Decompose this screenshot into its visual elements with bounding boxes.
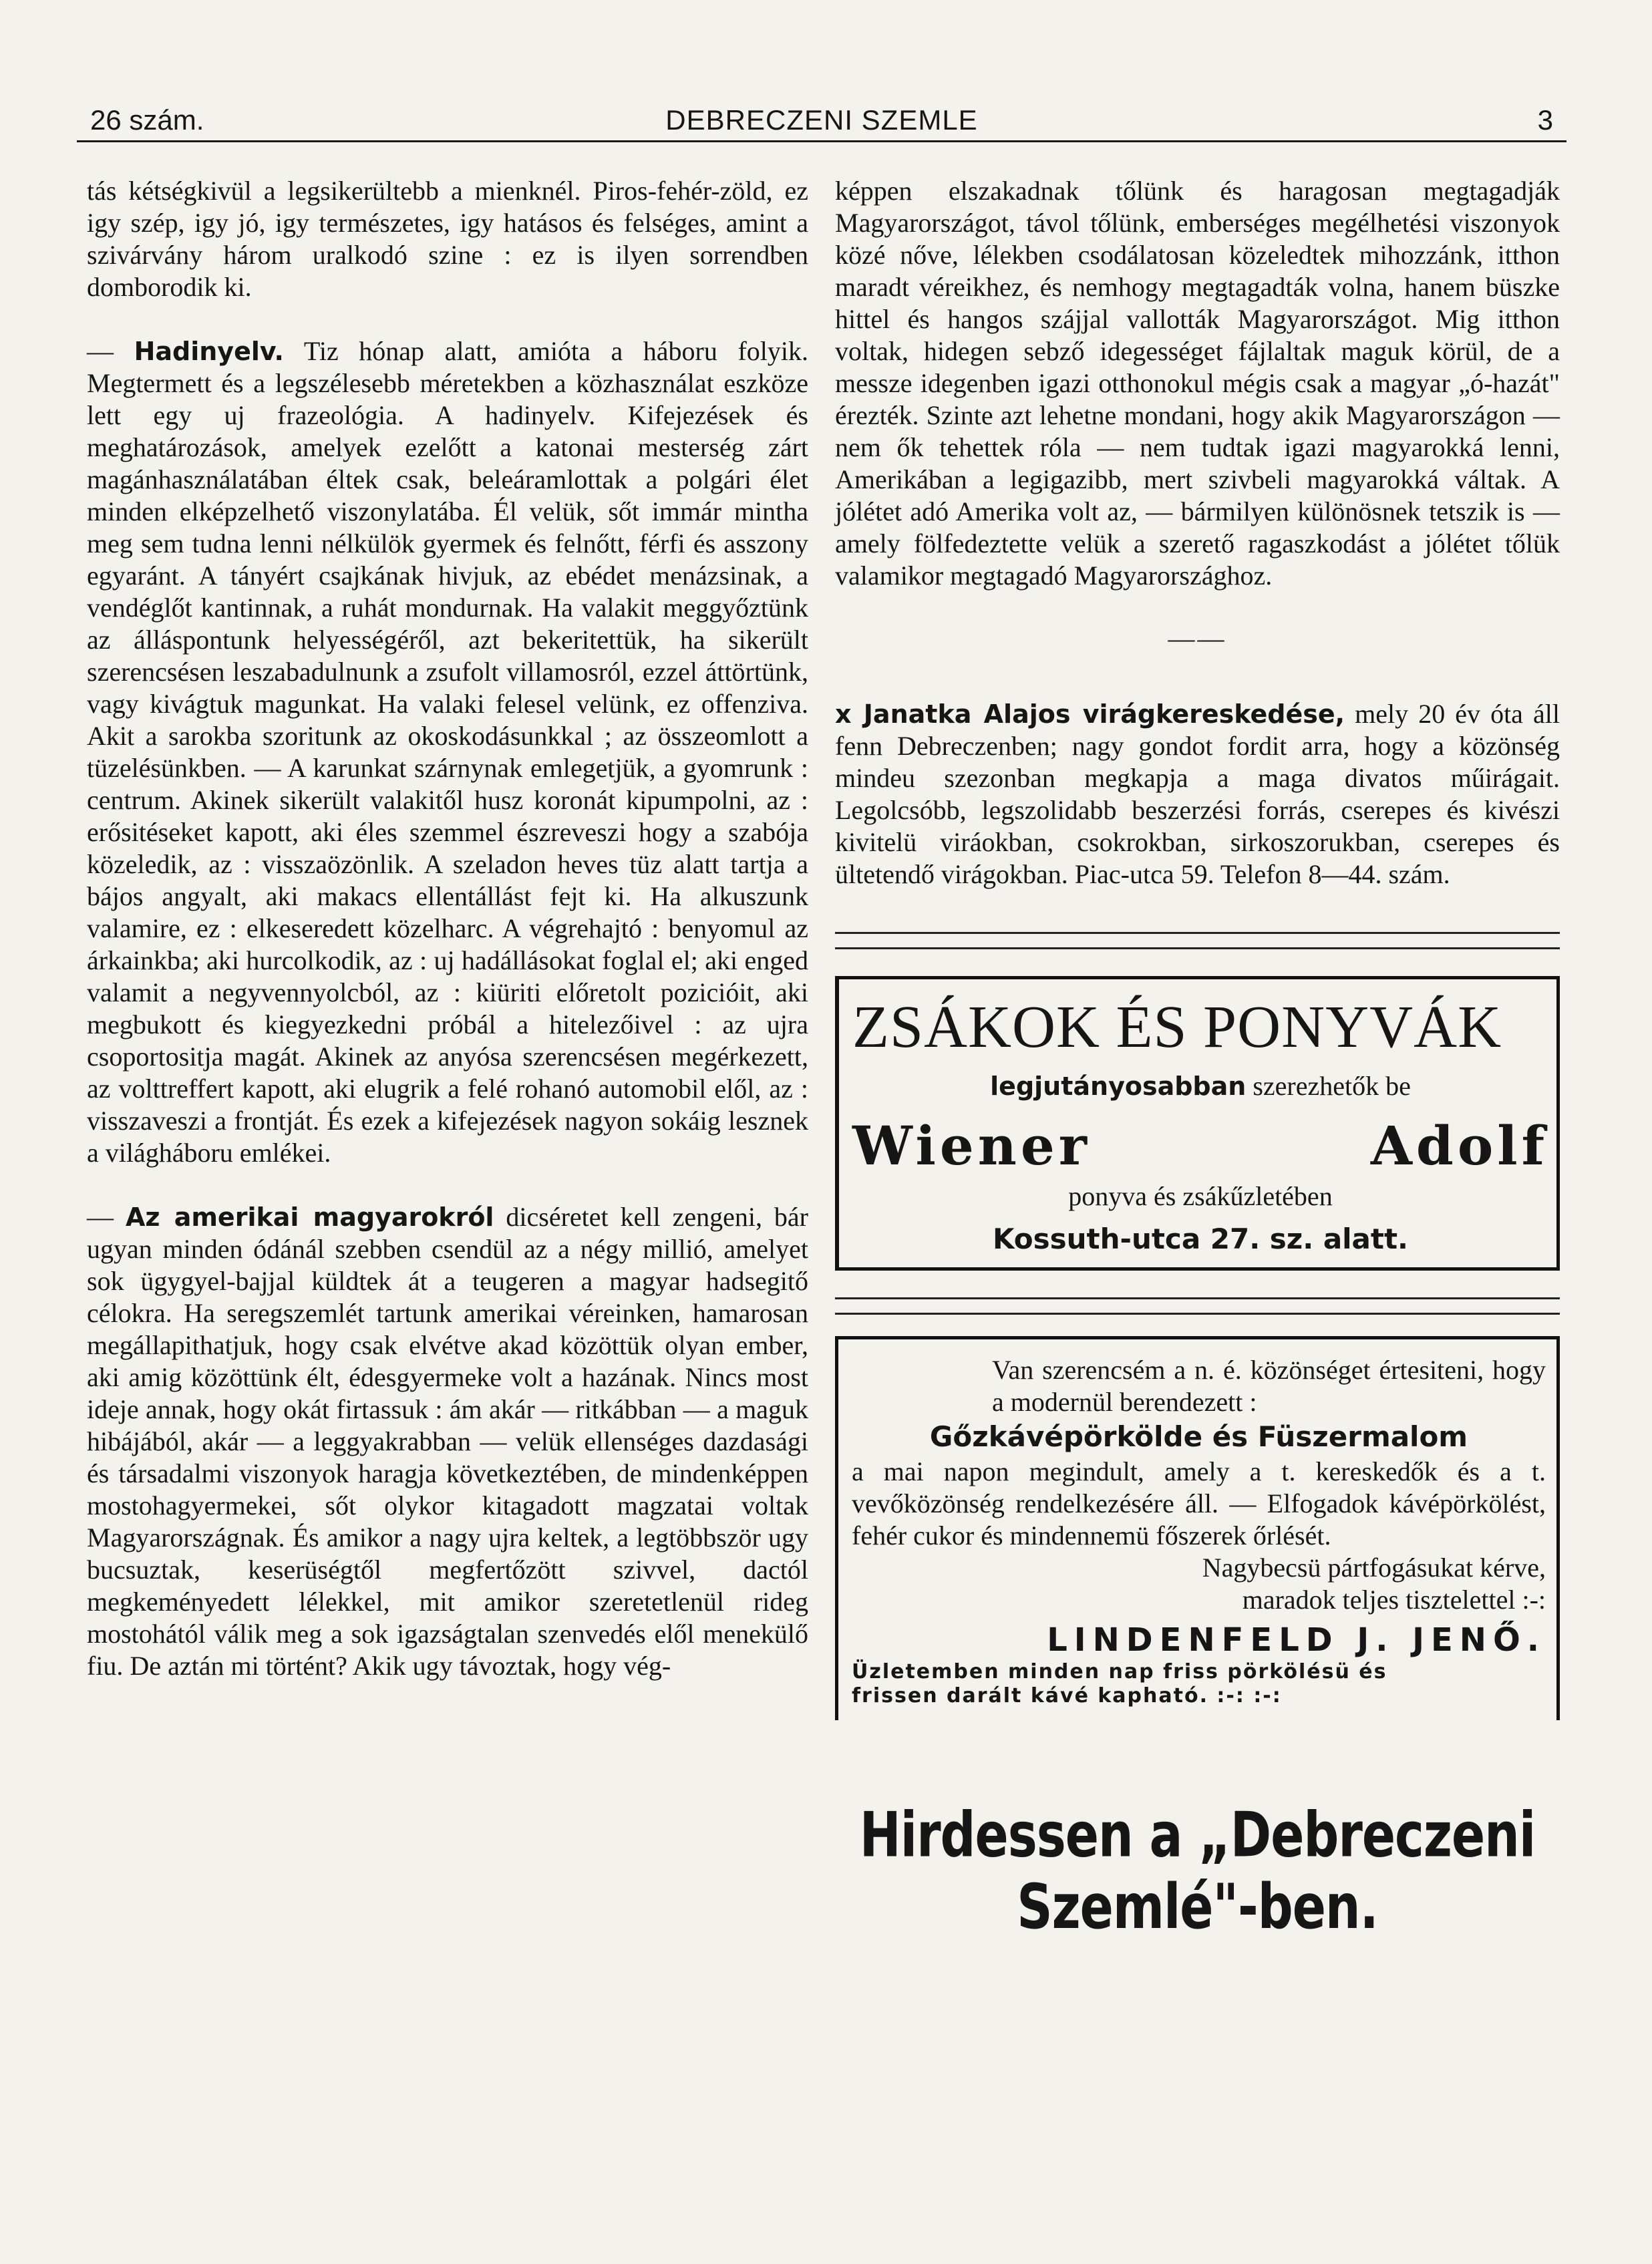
- sacks-advert-line: [852, 1070, 1548, 1102]
- newspaper-title: DEBRECZENI SZEMLE: [665, 104, 978, 136]
- left-column: [87, 175, 808, 1682]
- article-war-language-body: Tiz hónap alatt, amióta a háboru folyik. Megtermett és a legszélesebb méretekben a közhasználat eszköze lett egy uj frazeológia. A hadinyelv. Kifejezések és meghatározások, amelyek ezelőtt a katonai mesterség zárt magánhasználatában éltek csak, beleáramlottak a polgári élet minden elképzelhető viszonylatába. Él velük, sőt immár mintha meg sem tudna lenni nélkülök gyermek és felnőtt, férfi és asszony egyaránt. A tányért csajkának hivjuk, az ebédet menázsinak, a vendéglőt kantinnak, a ruhát mondurnak. Ha valakit meggyőztünk az álláspontunk helyességéről, azt bekeritettük, ha sikerült szerencsésen leszabadulnunk a zsufolt villamosról, ezzel áttörtünk, vagy kivágtuk magunkat. Ha valaki felesel velünk, ez offenziva. Akit a sarokba szoritunk az okoskodásunkkal ; az összeomlott a tüzelésünkben. — A karunkat szárnynak emlegetjük, a gyomrunk : centrum. Akinek sikerült valakitől husz koronát kipumpolni, az : erősitéseket kapott, aki éles szemmel észreveszi hogy a szabója közeledik, az : visszaözönlik. A szeladon heves tüz alatt tartja a bájos angyalt, aki makacs ellentállást fejt ki. Ha alkuszunk valamire, ez : elkeseredett közelharc. A végrehajtó : benyomul az árkainkba; aki hurcolkodik, az : uj hadállásokat foglal el; aki enged valamit a negyvennyolcból, az : kiüriti előretolt pozicióit, aki megbukott és kiegyezkedni próbál a hitelezőivel : az ujra csoportositja magát. Akinek az anyósa szerencsésen megérkezett, az volttreffert kapott, aki elugrik a felé rohanó automobil elől, az : visszaveszi a frontját. És ezek a kifejezések nagyon sokáig lesznek a világháboru emlékei.: [87, 336, 808, 1168]
- article-intro-paragraph: tás kétségkivül a legsikerültebb a mienknél. Piros-fehér-zöld, ez igy szép, igy jó, igy természetes, igy hatásos és felséges, amint a szivárvány három uralkodó szine : ez is ilyen sorrendben domborodik ki.: [87, 176, 808, 302]
- coffee-advert-owner: LINDENFELD J. JENŐ.: [1047, 1621, 1546, 1659]
- sacks-advert-address: Kossuth-utca 27. sz. alatt.: [992, 1223, 1409, 1255]
- article-american-hungarians-heading: Az amerikai magyarokról: [125, 1202, 494, 1232]
- sacks-advert-owner: [852, 1114, 1548, 1178]
- article-american-hungarians: [87, 1201, 808, 1682]
- advertise-here-banner: Hirdessen a „Debreczeni Szemlé"-ben.: [859, 1799, 1536, 1943]
- right-column: [835, 175, 1560, 1943]
- florist-advert-marker: x: [835, 699, 864, 729]
- sacks-advert-shop: ponyva és zsákűzletében: [1068, 1181, 1333, 1211]
- double-rule: [835, 932, 1560, 949]
- coffee-advert-footer-1: Üzletemben minden nap friss pörkölésü és: [852, 1660, 1387, 1683]
- coffee-advert-footer-2: frissen darált kávé kapható. :-: :-:: [852, 1684, 1282, 1708]
- sacks-advert-box: [835, 976, 1560, 1271]
- page-header: [77, 100, 1566, 142]
- coffee-advert-body: a mai napon megindult, amely a t. kereskedők és a t. vevőközönség rendelkezésére áll. — Elfogadok kávépörkölést, fehér cukor és mindennemü főszerek őrlését.: [852, 1456, 1546, 1551]
- owner-first-name: Wiener: [852, 1114, 1091, 1177]
- page-number: 3: [1537, 104, 1553, 136]
- dash: —: [87, 336, 134, 366]
- owner-last-name: Adolf: [1370, 1114, 1548, 1177]
- dash: —: [87, 1202, 126, 1232]
- coffee-advert-regards: maradok teljes tisztelettel :-:: [1242, 1585, 1546, 1615]
- florist-advert-heading: Janatka Alajos virágkereskedése,: [863, 699, 1345, 729]
- sacks-advert-line-rest: szerezhetők be: [1246, 1071, 1411, 1101]
- florist-advert-body: mely 20 év óta áll fenn Debreczenben; nagy gondot fordit arra, hogy a közönség mindeu szezonban megkapja a maga divatos műirágait. Legolcsóbb, legszolidabb beszerzési forrás, cserepes és kivészi kivitelü viráokban, csokrokban, sirkoszorukban, cserepes és ültetendő virágokban. Piac-utca 59. Telefon 8—44. szám.: [835, 699, 1560, 889]
- sacks-advert-headline: ZSÁKOK ÉS PONYVÁK: [852, 994, 1502, 1060]
- coffee-advert-request: Nagybecsü pártfogásukat kérve,: [1202, 1553, 1546, 1583]
- sacks-advert-emphasis: legjutányosabban: [990, 1072, 1247, 1101]
- article-continued-paragraph: képpen elszakadnak tőlünk és haragosan megtagadják Magyarországot, távol tőlünk, emberséges megélhetési viszonyok közé nőve, lélekben csodálatosan közeledtek mihozzánk, itthon maradt véreikhez, és nemhogy megtagadták volna, hanem büszke hittel és hangos szájjal vallották Magyarországot. Mig itthon voltak, hidegen sebző idegességet fájlaltak maguk körül, de a messze idegenben igazi otthonokul mégis csak a magyar „ó-hazát" érezték. Szinte azt lehetne mondani, hogy akik Magyarországon — nem ők tehettek róla — nem tudtak igazi magyarokká lenni, Amerikában a legigazibb, mert szivbeli magyarokká váltak. A jólétet adó Amerika volt az, — bármilyen különösnek tetszik is — amely fölfedeztette velük a szerető ragaszkodást a jólétet tőlük valamikor megtagadó Magyarországhoz.: [835, 176, 1560, 591]
- coffee-advert-business: Gőzkávépörkölde és Füszermalom: [929, 1420, 1468, 1453]
- double-rule: [835, 1297, 1560, 1315]
- florist-advert: [835, 698, 1560, 891]
- article-american-hungarians-body: dicséretet kell zengeni, bár ugyan minden ódánál szebben csendül az a négy millió, amelyet sok ügygyel-bajjal küldtek át a teugeren a magyar hadsegitő célokra. Ha seregszemlét tartunk amerikai véreinken, hamarosan megállapithatjuk, hogy csak elvétve akad közöttük olyan ember, aki amig közöttünk élt, édesgyermeke volt a hazának. Nincs most ideje annak, hogy okát firtassuk : ám akár — ritkábban — a maguk hibájából, akár — a leggyakrabban — velük ellenséges dazdasági és társadalmi viszonyok haragja következtében, de mindenképpen mostohagyermekei, sőt olykor kitagadott magzatai voltak Magyarországnak. És amikor a nagy ujra keltek, a legtöbbször ugy bucsuztak, keserüségtől megfertőzött szivvel, dactól megkeményedett lélekkel, mit amikor szeretetlenül rideg mostohától válik meg a sok igazságtalan szenvedés elől menekülő fiu. De aztán mi történt? Akik ugy távoztak, hogy vég-: [87, 1202, 808, 1681]
- coffee-advert-intro: Van szerencsém a n. é. közönséget értesiteni, hogy a modernül berendezett :: [992, 1355, 1546, 1417]
- article-war-language-heading: Hadinyelv.: [134, 337, 284, 366]
- article-war-language: [87, 335, 808, 1169]
- section-separator: ——: [1168, 623, 1227, 653]
- coffee-advert-box: [835, 1336, 1560, 1720]
- issue-number: 26 szám.: [90, 104, 204, 136]
